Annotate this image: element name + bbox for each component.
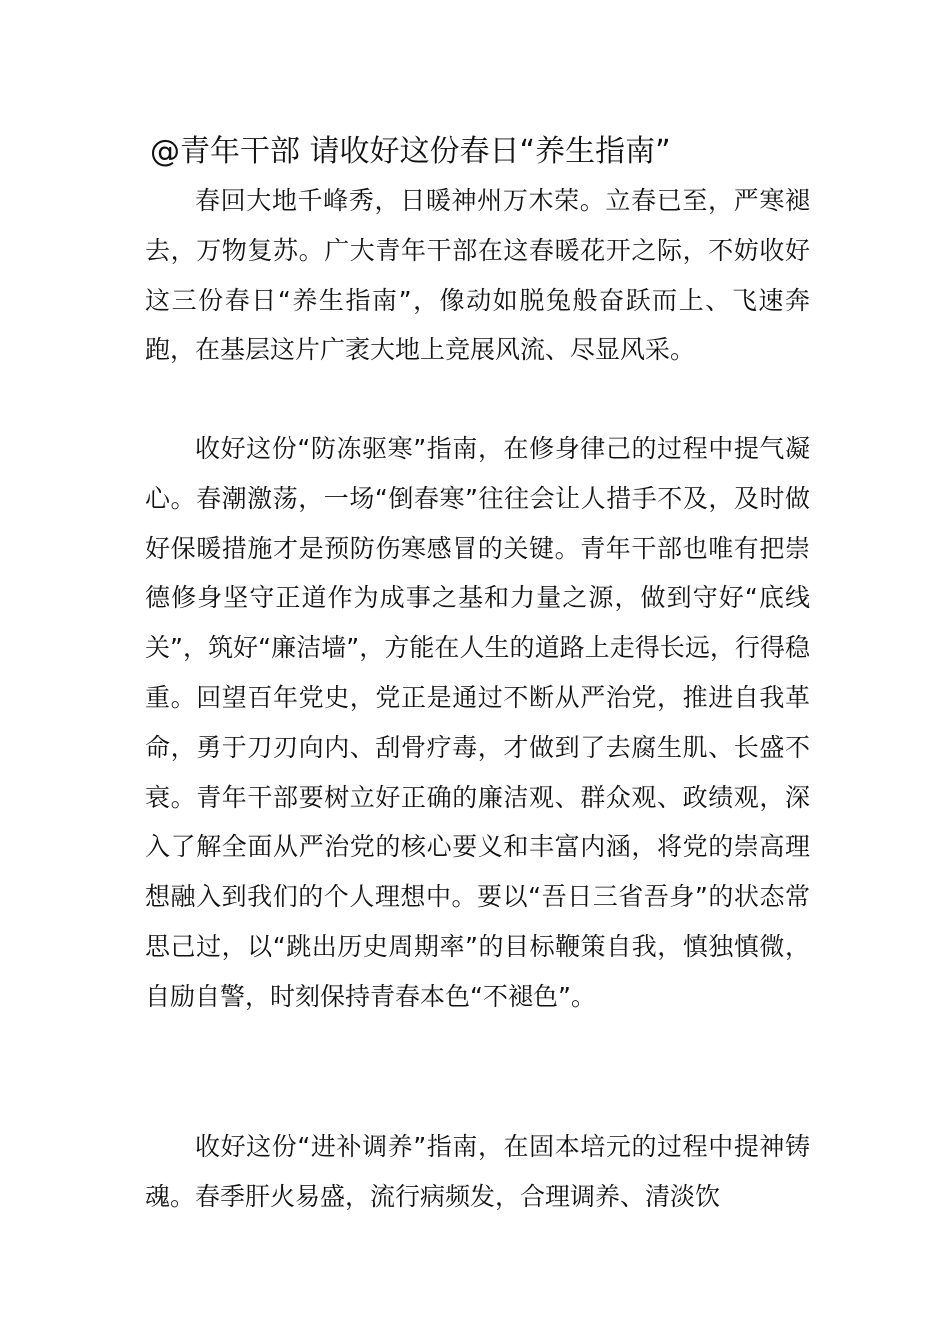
paragraph-nourish-guide: 收好这份“进补调养”指南，在固本培元的过程中提神铸魂。春季肝火易盛，流行病频发，合理调养、清淡饮 bbox=[145, 1132, 810, 1211]
paragraph-intro: 春回大地千峰秀，日暖神州万木荣。立春已至，严寒褪去，万物复苏。广大青年干部在这春暖花开之际，不妨收好这三份春日“养生指南”，像动如脱兔般奋跃而上、飞速奔跑，在基层这片广袤大地上竞展风流、尽显风采。 bbox=[145, 186, 810, 365]
paragraph-anti-cold-guide: 收好这份“防冻驱寒”指南，在修身律己的过程中提气凝心。春潮激荡，一场“倒春寒”往往会让人措手不及，及时做好保暖措施才是预防伤寒感冒的关键。青年干部也唯有把崇德修身坚守正道作为成事之基和力量之源，做到守好“底线关”，筑好“廉洁墙”，方能在人生的道路上走得长远，行得稳重。回望百年党史，党正是通过不断从严治党，推进自我革命，勇于刀刃向内、刮骨疗毒，才做到了去腐生肌、长盛不衰。青年干部要树立好正确的廉洁观、群众观、政绩观，深入了解全面从严治党的核心要义和丰富内涵，将党的崇高理想融入到我们的个人理想中。要以“吾日三省吾身”的状态常思己过，以“跳出历史周期率”的目标鞭策自我，慎独慎微，自励自警，时刻保持青春本色“不褪色”。 bbox=[145, 434, 810, 1011]
document-title: @青年干部 请收好这份春日“养生指南” bbox=[150, 134, 671, 169]
